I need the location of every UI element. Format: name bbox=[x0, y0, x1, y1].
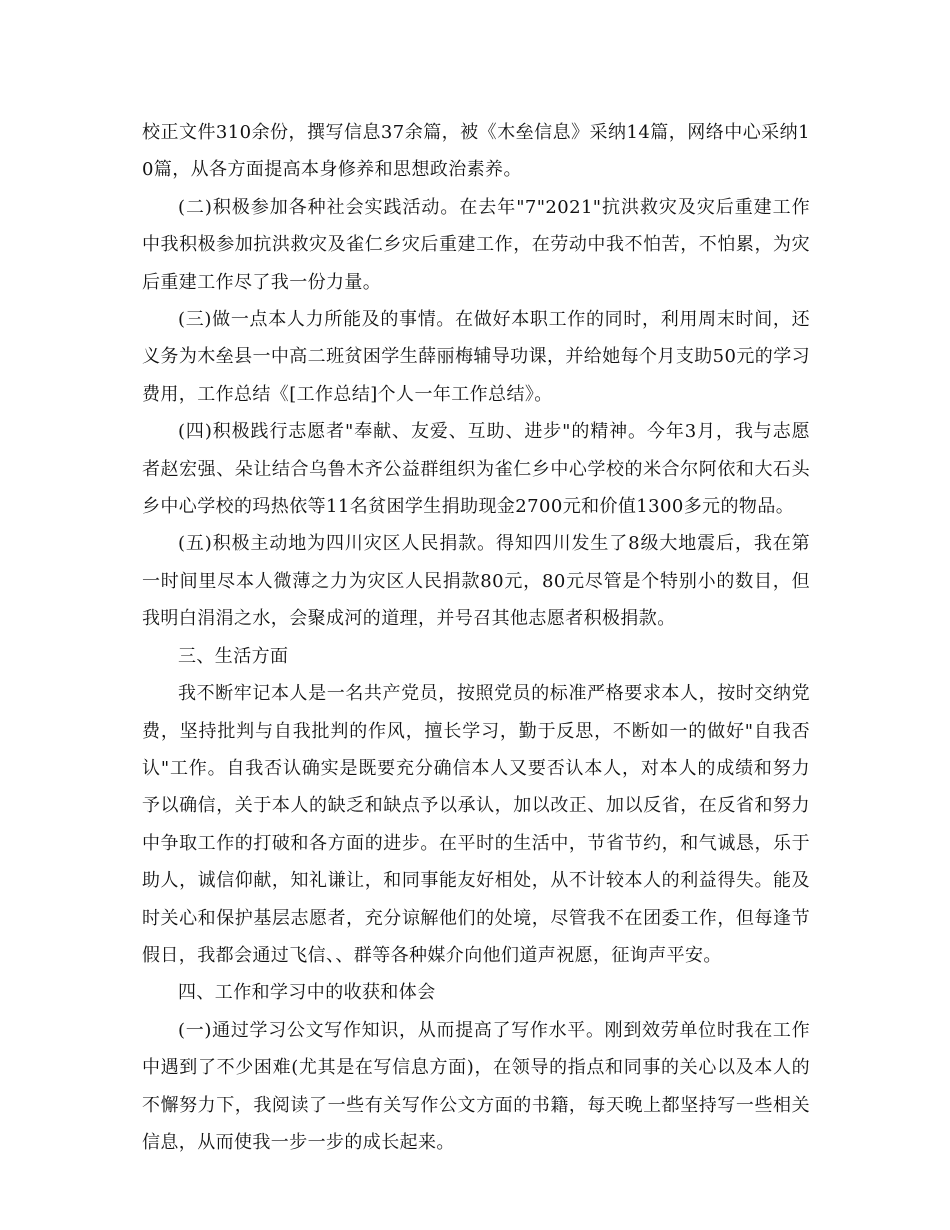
paragraph-life-aspects: 我不断牢记本人是一名共产党员，按照党员的标准严格要求本人，按时交纳党费，坚持批判与自我批判的作风，擅长学习，勤于反思，不断如一的做好"自我否认"工作。自我否认确实是既要充分确信本人又要否认本人，对本人的成绩和努力予以确信，关于本人的缺乏和缺点予以承认，加以改正、加以反省，在反省和努力中争取工作的打破和各方面的进步。在平时的生活中，节省节约，和气诚恳，乐于助人，诚信仰献，知礼谦让，和同事能友好相处，从不计较本人的利益得失。能及时关心和保护基层志愿者，充分谅解他们的处境，尽管我不在团委工作，但每逢节假日，我都会通过飞信、、群等各种媒介向他们道声祝愿，征询声平安。 bbox=[142, 683, 810, 966]
section-heading-gains: 四、工作和学习中的收获和体会 bbox=[178, 982, 436, 1004]
paragraph-volunteer-spirit: (四)积极践行志愿者"奉献、友爱、互助、进步"的精神。今年3月，我与志愿者赵宏强、朵让结合乌鲁木齐公益群组织为雀仁乡中心学校的米合尔阿依和大石头乡中心学校的玛热依等11名贫困学生捐助现金2700元和价值1300多元的物品。 bbox=[142, 421, 810, 518]
document-body bbox=[142, 114, 810, 1161]
paragraph-continuation: 校正文件310余份，撰写信息37余篇，被《木垒信息》采纳14篇，网络中心采纳10篇，从各方面提高本身修养和思想政治素养。 bbox=[142, 122, 810, 181]
paragraph-writing-skills: (一)通过学习公文写作知识，从而提高了写作水平。刚到效劳单位时我在工作中遇到了不少困难(尤其是在写信息方面)，在领导的指点和同事的关心以及本人的不懈努力下，我阅读了一些有关写作公文方面的书籍，每天晚上都坚持写一些相关信息，从而使我一步一步的成长起来。 bbox=[142, 1019, 810, 1153]
paragraph-donation: (五)积极主动地为四川灾区人民捐款。得知四川发生了8级大地震后，我在第一时间里尽本人微薄之力为灾区人民捐款80元，80元尽管是个特别小的数目，但我明白涓涓之水，会聚成河的道理，并号召其他志愿者积极捐款。 bbox=[142, 533, 810, 630]
paragraph-social-practice: (二)积极参加各种社会实践活动。在去年"7"2021"抗洪救灾及灾后重建工作中我积极参加抗洪救灾及雀仁乡灾后重建工作，在劳动中我不怕苦，不怕累，为灾后重建工作尽了我一份力量。 bbox=[142, 196, 810, 293]
section-heading-life: 三、生活方面 bbox=[178, 645, 289, 667]
paragraph-within-ability: (三)做一点本人力所能及的事情。在做好本职工作的同时，利用周末时间，还义务为木垒县一中高二班贫困学生薛丽梅辅导功课，并给她每个月支助50元的学习费用，工作总结《[工作总结]个人一年工作总结》。 bbox=[142, 309, 810, 405]
